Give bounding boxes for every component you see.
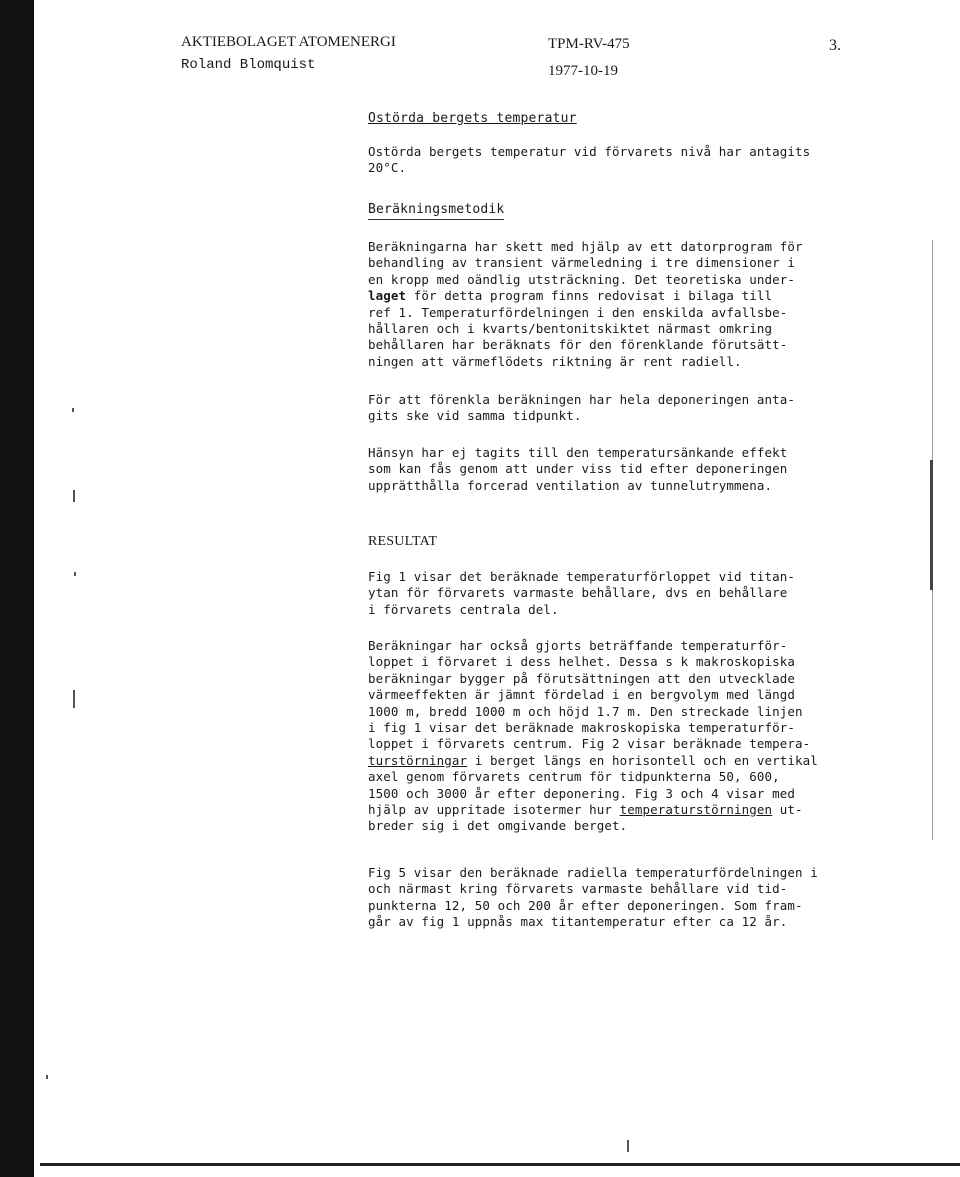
text-line: behållaren har beräknats för den förenklande förutsätt- xyxy=(368,337,788,353)
scan-speck xyxy=(72,408,74,412)
page-number: 3. xyxy=(829,37,841,54)
text-fragment: hjälp av uppritade isotermer hur xyxy=(368,802,620,818)
unperturbed-section xyxy=(368,111,868,177)
text-line: ytan för förvarets varmaste behållare, dvs en behållare xyxy=(368,585,788,601)
text-fragment: i berget längs en horisontell och en vertikal xyxy=(467,752,818,768)
unperturbed-heading: Ostörda bergets temperatur xyxy=(368,111,577,126)
text-line: en kropp med oändlig utsträckning. Det teoretiska under- xyxy=(368,271,796,287)
text-line: 1500 och 3000 år efter deponering. Fig 3 och 4 visar med xyxy=(368,785,796,801)
text-line: Beräkningarna har skett med hjälp av ett datorprogram för xyxy=(368,239,803,254)
text-line: Fig 5 visar den beräknade radiella temperaturfördelningen i xyxy=(368,865,818,880)
result-section xyxy=(368,534,868,550)
text-line: loppet i förvaret i dess helhet. Dessa s k makroskopiska xyxy=(368,654,796,670)
text-line: Ostörda bergets temperatur vid förvarets nivå har antagits xyxy=(368,144,811,159)
calc-paragraph xyxy=(368,638,868,835)
scan-speck xyxy=(46,1075,48,1079)
text-line: Hänsyn har ej tagits till den temperatursänkande effekt xyxy=(368,445,788,460)
text-line-with-bold xyxy=(368,288,868,304)
text-line: beräkningar bygger på förutsättningen att den utvecklade xyxy=(368,670,796,686)
company-name: AKTIEBOLAGET ATOMENERGI xyxy=(181,34,396,50)
text-line: punkterna 12, 50 och 200 år efter deponeringen. Som fram- xyxy=(368,897,803,913)
text-line: går av fig 1 uppnås max titantemperatur efter ca 12 år. xyxy=(368,914,788,930)
text-line: Fig 1 visar det beräknade temperaturförloppet vid titan- xyxy=(368,569,796,584)
text-line: behandling av transient värmeledning i tre dimensioner i xyxy=(368,255,796,271)
text-line: och närmast kring förvarets varmaste behållare vid tid- xyxy=(368,881,788,897)
text-line: För att förenkla beräkningen har hela deponeringen anta- xyxy=(368,392,796,407)
report-number: TPM-RV-475 xyxy=(548,36,630,52)
simplify-paragraph xyxy=(368,392,868,425)
underlined-word: turstörningar xyxy=(368,752,468,768)
scan-speck xyxy=(73,690,75,708)
text-line: gits ske vid samma tidpunkt. xyxy=(368,408,582,424)
underlined-word: temperaturstörningen xyxy=(619,802,773,818)
author-name: Roland Blomquist xyxy=(181,57,316,73)
fig1-paragraph xyxy=(368,569,868,618)
text-line: hållaren och i kvarts/bentonitskiktet närmast omkring xyxy=(368,321,773,337)
text-line: axel genom förvarets centrum för tidpunkterna 50, 600, xyxy=(368,769,780,785)
text-line: som kan fås genom att under viss tid efter deponeringen xyxy=(368,461,788,477)
text-line-with-underline: hjälp av uppritade isotermer hur temperaturstörningen ut- xyxy=(368,802,803,818)
fig5-paragraph xyxy=(368,865,868,931)
text-line: i förvarets centrala del. xyxy=(368,601,559,617)
text-fragment: för detta program finns redovisat i bilaga till xyxy=(413,288,773,304)
method-paragraph xyxy=(368,239,868,370)
scan-edge-bar xyxy=(0,0,34,1177)
scan-right-mark xyxy=(930,460,933,590)
text-line: upprätthålla forcerad ventilation av tunnelutrymmena. xyxy=(368,477,773,493)
consider-paragraph xyxy=(368,445,868,494)
text-line: breder sig i det omgivande berget. xyxy=(368,818,628,834)
text-line: 20°C. xyxy=(368,160,407,176)
bold-word: laget xyxy=(368,288,407,304)
text-line: i fig 1 visar det beräknade makroskopiska temperaturför- xyxy=(368,720,796,736)
scan-bottom-line xyxy=(40,1163,960,1166)
report-date: 1977-10-19 xyxy=(548,63,618,79)
scan-speck xyxy=(73,490,75,502)
text-line: loppet i förvarets centrum. Fig 2 visar beräknade tempera- xyxy=(368,736,811,752)
method-section xyxy=(368,198,868,370)
text-line: värmeeffekten är jämnt fördelad i en bergvolym med längd xyxy=(368,687,796,703)
text-line: 1000 m, bredd 1000 m och höjd 1.7 m. Den streckade linjen xyxy=(368,703,803,719)
scan-speck xyxy=(627,1140,629,1152)
text-line: Beräkningar har också gjorts beträffande temperaturför- xyxy=(368,638,788,653)
text-line: ningen att värmeflödets riktning är rent radiell. xyxy=(368,353,742,369)
unperturbed-paragraph xyxy=(368,144,868,177)
result-heading: RESULTAT xyxy=(368,534,438,549)
method-heading: Beräkningsmetodik xyxy=(368,202,504,220)
text-line: ref 1. Temperaturfördelningen i den enskilda avfallsbe- xyxy=(368,304,788,320)
scan-speck xyxy=(74,572,76,576)
text-line-with-underline xyxy=(368,753,868,769)
